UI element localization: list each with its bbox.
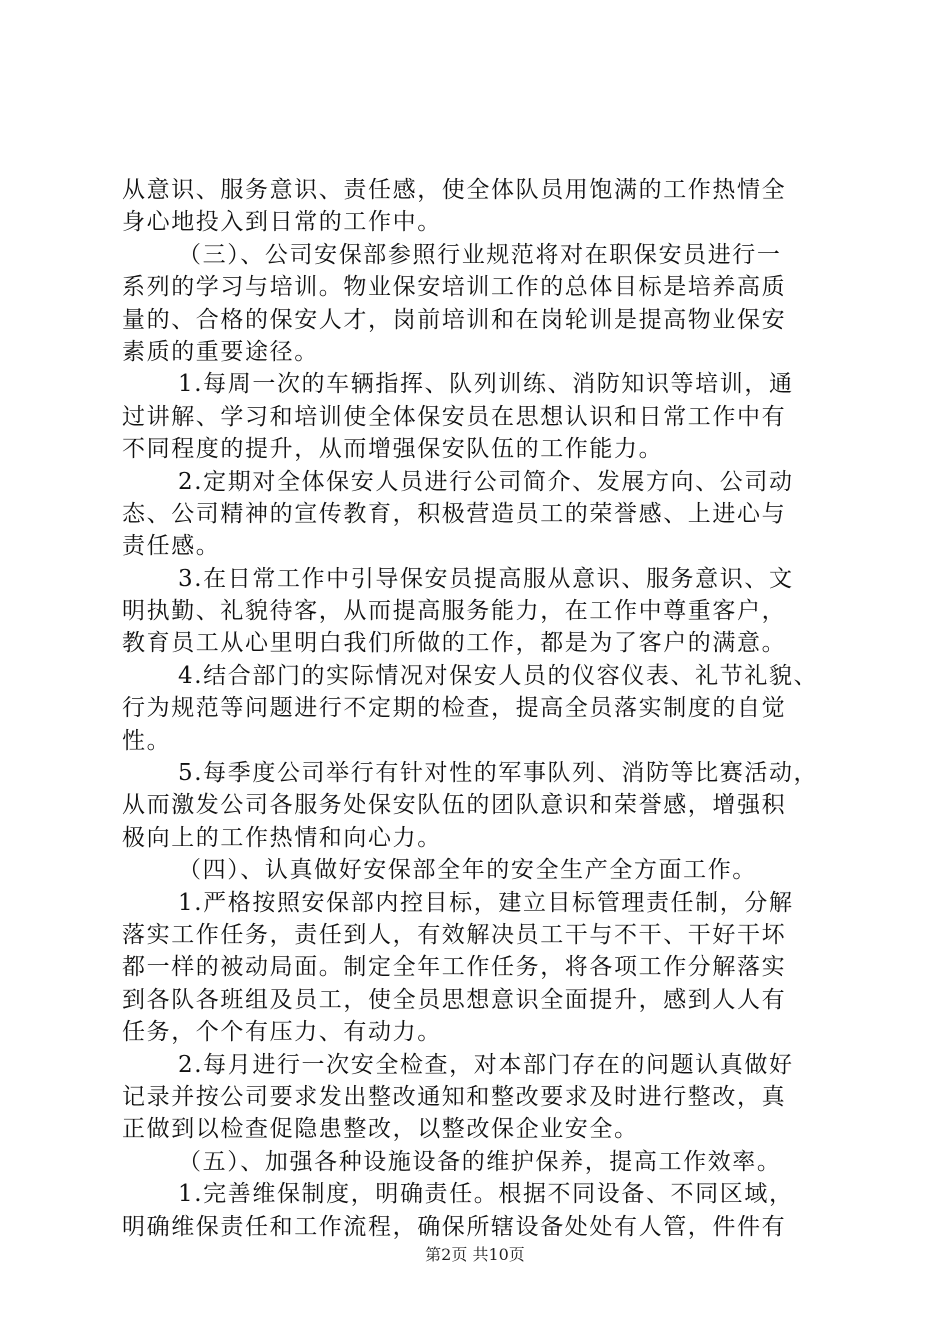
page-footer: 第2页 共10页 — [425, 1245, 525, 1264]
text-line: 量的、合格的保安人才，岗前培训和在岗轮训是提高物业保安 — [122, 306, 787, 333]
text-line: 1.完善维保制度，明确责任。根据不同设备、不同区域， — [178, 1181, 794, 1208]
text-line: 1.每周一次的车辆指挥、队列训练、消防知识等培训，通 — [178, 371, 794, 398]
text-line: 都一样的被动局面。制定全年工作任务，将各项工作分解落实 — [122, 954, 787, 981]
text-line: 1.严格按照安保部内控目标，建立目标管理责任制，分解 — [178, 889, 794, 916]
text-line: 5.每季度公司举行有针对性的军事队列、消防等比赛活动， — [178, 760, 819, 787]
text-line: 极向上的工作热情和向心力。 — [122, 824, 442, 851]
text-line: 责任感。 — [122, 533, 221, 560]
text-line: 记录并按公司要求发出整改通知和整改要求及时进行整改，真 — [122, 1083, 787, 1110]
text-line: 正做到以检查促隐患整改，以整改保企业安全。 — [122, 1116, 639, 1143]
text-line: 性。 — [122, 727, 172, 754]
text-line: 系列的学习与培训。物业保安培训工作的总体目标是培养高质 — [122, 274, 787, 301]
text-line: 2.定期对全体保安人员进行公司简介、发展方向、公司动 — [178, 468, 794, 495]
text-line: 2.每月进行一次安全检查，对本部门存在的问题认真做好 — [178, 1051, 794, 1078]
text-line: 明确维保责任和工作流程，确保所辖设备处处有人管，件件有 — [122, 1213, 787, 1240]
text-line: 身心地投入到日常的工作中。 — [122, 209, 442, 236]
text-line: 4.结合部门的实际情况对保安人员的仪容仪表、礼节礼貌、 — [178, 662, 819, 689]
text-line: 教育员工从心里明白我们所做的工作，都是为了客户的满意。 — [122, 630, 787, 657]
text-line: 态、公司精神的宣传教育，积极营造员工的荣誉感、上进心与 — [122, 500, 787, 527]
text-line: 从意识、服务意识、责任感，使全体队员用饱满的工作热情全 — [122, 177, 787, 203]
text-line: 落实工作任务，责任到人，有效解决员工干与不干、干好干坏 — [122, 921, 787, 948]
text-line: 行为规范等问题进行不定期的检查，提高全员落实制度的自觉 — [122, 695, 787, 722]
document-body — [122, 174, 842, 1243]
text-line: 明执勤、礼貌待客，从而提高服务能力，在工作中尊重客户， — [122, 598, 787, 625]
text-line: 不同程度的提升，从而增强保安队伍的工作能力。 — [122, 436, 664, 463]
text-line: （五）、加强各种设施设备的维护保养，提高工作效率。 — [178, 1148, 782, 1175]
text-line: 3.在日常工作中引导保安员提高服从意识、服务意识、文 — [178, 565, 794, 592]
text-line: 到各队各班组及员工，使全员思想意识全面提升，感到人人有 — [122, 986, 787, 1013]
text-line: 任务，个个有压力、有动力。 — [122, 1019, 442, 1046]
text-line: （三）、公司安保部参照行业规范将对在职保安员进行一 — [178, 241, 782, 268]
text-line: 过讲解、学习和培训使全体保安员在思想认识和日常工作中有 — [122, 403, 787, 430]
text-line: （四）、认真做好安保部全年的安全生产全方面工作。 — [178, 857, 757, 884]
text-line: 从而激发公司各服务处保安队伍的团队意识和荣誉感，增强积 — [122, 792, 787, 819]
text-line: 素质的重要途径。 — [122, 338, 319, 365]
